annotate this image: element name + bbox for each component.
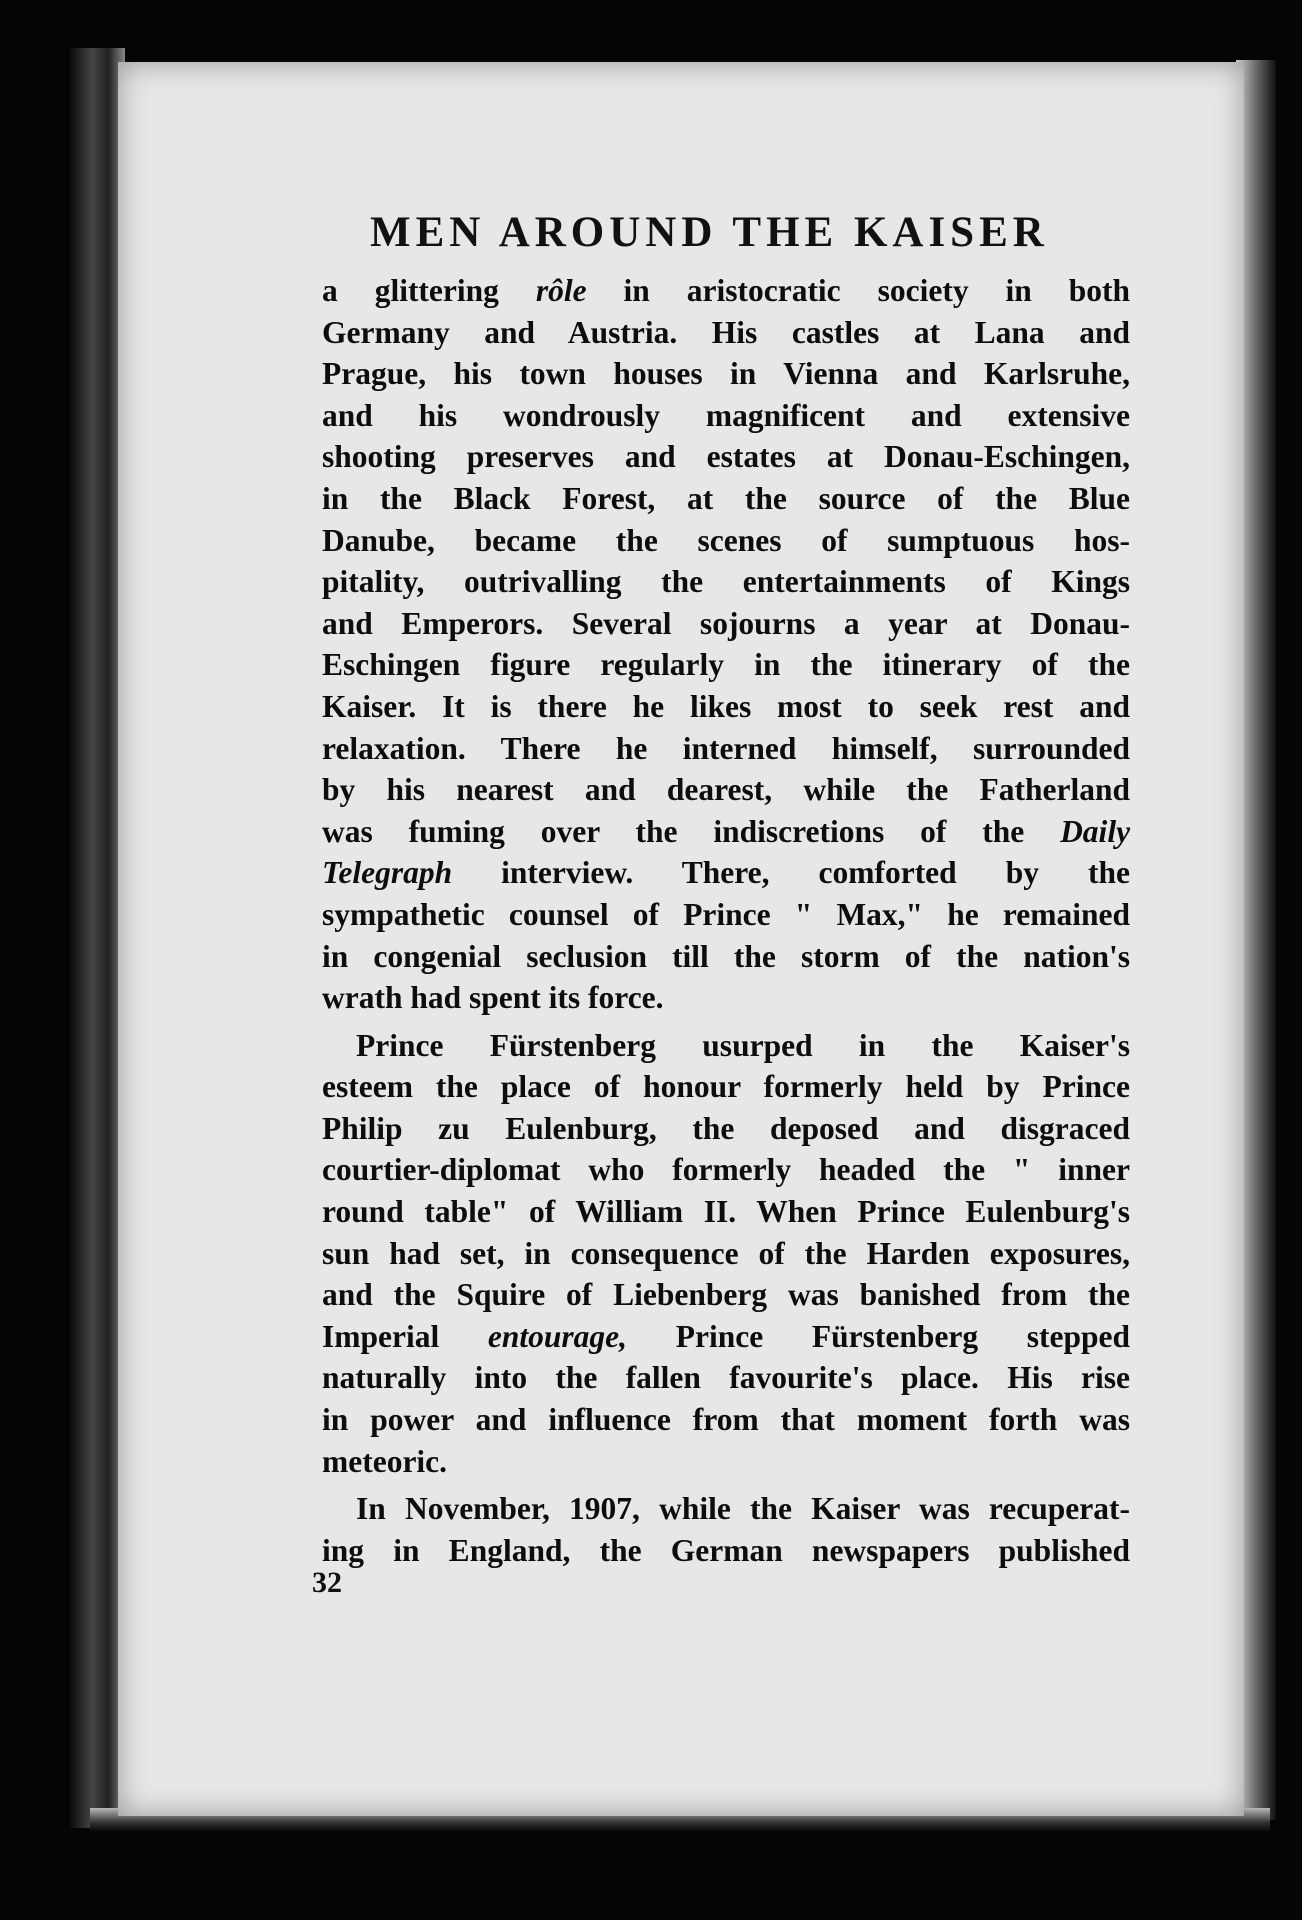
text-line: Eschingen figure regularly in the itinerary of the [322,647,1130,683]
text-line: by his nearest and dearest, while the Fatherland [322,772,1130,808]
text-line: and Emperors. Several sojourns a year at Donau- [322,605,1130,641]
text-line: a glittering rôle in aristocratic society in both [322,273,1131,308]
text-line: round table" of William II. When Prince Eulenburg's [322,1194,1130,1230]
text-line: and his wondrously magnificent and extensive [322,397,1130,433]
text-line: sun had set, in consequence of the Harden exposures, [322,1235,1130,1271]
text-line: sympathetic counsel of Prince " Max," he remained [322,896,1130,932]
text-line: Kaiser. It is there he likes most to seek rest and [322,688,1130,724]
text-line: was fuming over the indiscretions of the Daily [322,813,1131,849]
text-line: Germany and Austria. His castles at Lana and [322,314,1130,350]
text-line: shooting preserves and estates at Donau-Eschingen, [322,439,1130,475]
text-line: wrath had spent its force. [322,980,664,1016]
text-line: courtier-diplomat who formerly headed the " inner [322,1152,1130,1188]
text-line: Danube, became the scenes of sumptuous hos- [322,522,1130,558]
text-line: Telegraph interview. There, comforted by the [322,855,1131,891]
text-line: in power and influence from that moment forth was [322,1402,1130,1438]
text-line: Philip zu Eulenburg, the deposed and disgraced [322,1110,1130,1146]
running-head: MEN AROUND THE KAISER [370,209,1049,256]
text-line: and the Squire of Liebenberg was banished from the [322,1277,1130,1313]
book-spine-edge [70,48,125,1828]
text-line: Prince Fürstenberg usurped in the Kaiser's [356,1027,1130,1063]
text-line: in the Black Forest, at the source of the Blue [322,480,1130,516]
text-line: In November, 1907, while the Kaiser was recuperat- [356,1491,1130,1527]
text-line: relaxation. There he interned himself, surrounded [322,730,1130,766]
text-line: meteoric. [322,1443,448,1479]
text-line: ing in England, the German newspapers published [322,1532,1130,1568]
text-line: in congenial seclusion till the storm of the nation's [322,938,1130,974]
text-line: naturally into the fallen favourite's place. His rise [322,1360,1130,1396]
text-line: pitality, outrivalling the entertainments of Kings [322,564,1130,600]
body-text [322,270,1130,1571]
text-line: Imperial entourage, Prince Fürstenberg stepped [322,1318,1131,1354]
text-line: Prague, his town houses in Vienna and Karlsruhe, [322,356,1130,392]
page-number: 32 [312,1566,342,1599]
text-line: esteem the place of honour formerly held by Prince [322,1069,1130,1105]
